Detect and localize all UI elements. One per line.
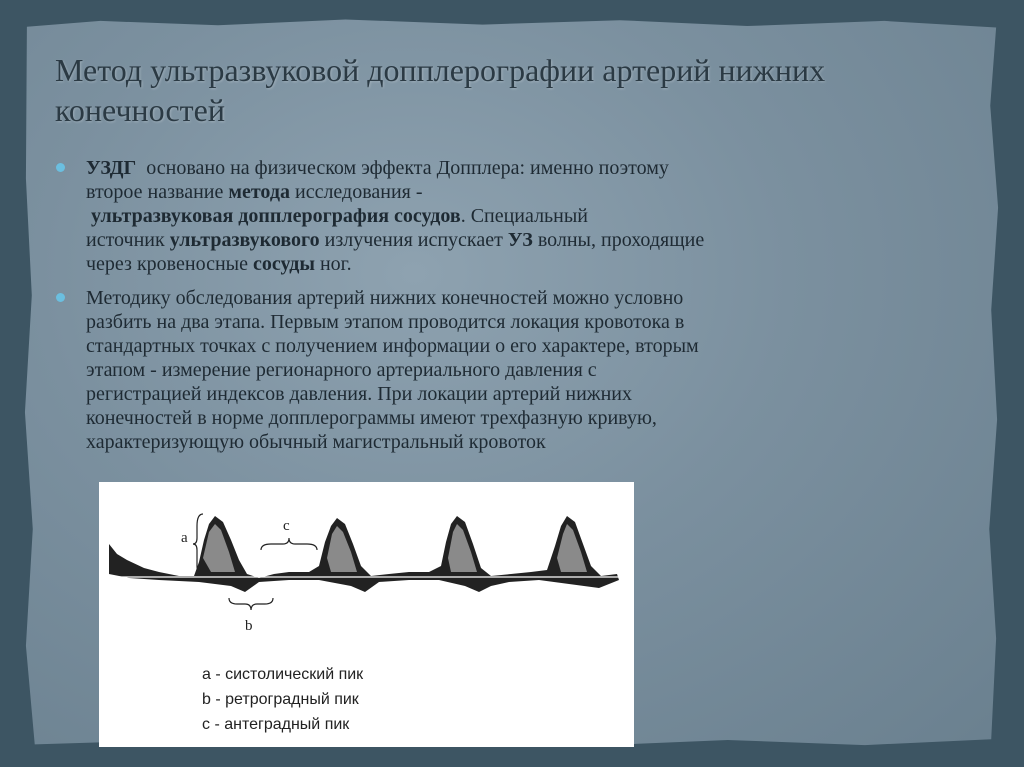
bullet-dot-icon: [56, 163, 65, 172]
text-segment: . Специальный: [460, 205, 589, 227]
doppler-figure: [99, 482, 634, 747]
bold-text-segment: метода: [228, 181, 290, 203]
bullet-dot-icon: [56, 293, 65, 302]
bold-text-segment: ультразвуковая допплерография сосудов: [86, 205, 461, 227]
bullet-line: [86, 228, 952, 252]
text-segment: излучения испускает: [319, 229, 508, 251]
bullet-line: [86, 406, 952, 430]
bold-text-segment: ультразвукового: [169, 229, 320, 251]
bullet-line: [86, 382, 952, 406]
bullet-line: [86, 310, 952, 334]
text-segment: этапом - измерение регионарного артериального давления с: [86, 359, 597, 381]
text-segment: источник: [86, 229, 170, 251]
text-segment: конечностей в норме допплерограммы имеют трехфазную кривую,: [86, 407, 657, 429]
bullet-line: [86, 286, 952, 310]
bullet-line: [86, 358, 952, 382]
text-segment: через кровеносные: [86, 253, 253, 275]
text-segment: исследования -: [289, 181, 423, 203]
bullet-line: [86, 252, 952, 276]
bullet-list: [52, 156, 952, 464]
label-c: c: [283, 518, 290, 534]
title-line-1: Метод ультразвуковой допплерографии артерий нижних: [55, 52, 826, 88]
text-segment: регистрацией индексов давления. При локации артерий нижних: [86, 383, 632, 405]
text-segment: ног.: [314, 253, 352, 275]
label-a: a: [181, 530, 188, 546]
text-segment: основано на физическом эффекта Допплера: именно поэтому: [136, 157, 669, 179]
bullet-line: [86, 204, 952, 228]
bullet-line: [86, 180, 952, 204]
text-segment: характеризующую обычный магистральный кровоток: [86, 431, 546, 453]
legend-item-retrograde: b - ретроградный пик: [202, 691, 359, 708]
label-b: b: [245, 618, 253, 634]
bullet-line: [86, 334, 952, 358]
text-segment: волны, проходящие: [532, 229, 705, 251]
brace-b: [229, 598, 273, 610]
bullet-item-2: [52, 286, 952, 454]
legend-item-systolic: а - систолический пик: [202, 666, 364, 683]
text-segment: стандартных точках с получением информации о его характере, вторым: [86, 335, 699, 357]
bold-text-segment: сосуды: [252, 253, 315, 275]
bullet-line: [86, 156, 952, 180]
bullet-line: [86, 430, 952, 454]
doppler-waveform: [99, 482, 634, 662]
bold-text-segment: УЗДГ: [86, 157, 137, 179]
legend-item-antegrade: с - антеградный пик: [202, 716, 350, 733]
title-line-2: конечностей: [55, 92, 225, 128]
text-segment: Методику обследования артерий нижних конечностей можно условно: [86, 287, 684, 309]
slide-title: [55, 50, 955, 130]
bold-text-segment: УЗ: [507, 229, 533, 251]
figure-legend: [202, 662, 363, 737]
waveform-dark-band: [109, 516, 619, 592]
text-segment: второе название: [86, 181, 229, 203]
text-segment: разбить на два этапа. Первым этапом проводится локация кровотока в: [86, 311, 685, 333]
bullet-item-1: [52, 156, 952, 276]
brace-c: [261, 538, 317, 550]
